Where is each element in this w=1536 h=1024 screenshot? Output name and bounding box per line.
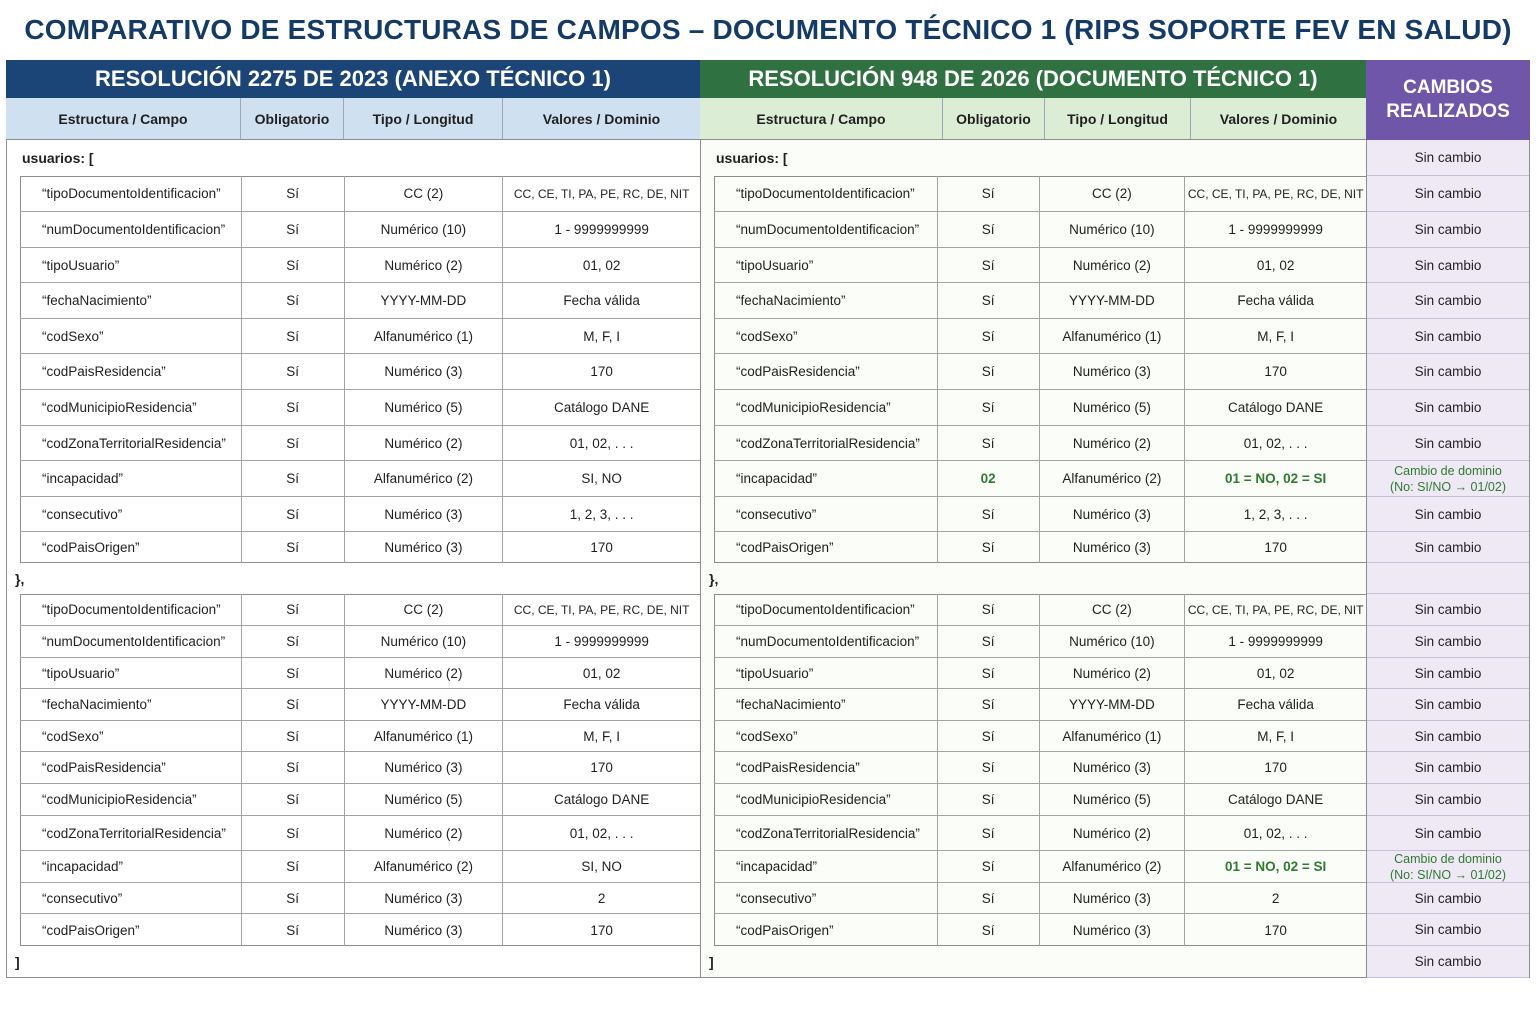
required-cell: Sí bbox=[938, 658, 1040, 688]
type-length-cell: Numérico (2) bbox=[345, 426, 504, 460]
type-length-cell: YYYY-MM-DD bbox=[1040, 283, 1186, 318]
type-length-cell: CC (2) bbox=[345, 176, 504, 211]
table-row bbox=[714, 784, 1366, 816]
table-row bbox=[714, 594, 1366, 626]
table-row bbox=[20, 461, 700, 497]
type-length-cell: Numérico (5) bbox=[345, 784, 504, 815]
table-row bbox=[714, 461, 1366, 497]
required-cell: Sí bbox=[242, 752, 345, 783]
required-cell: Sí bbox=[938, 594, 1040, 625]
required-cell: Sí bbox=[242, 497, 345, 531]
domain-cell: 170 bbox=[1264, 760, 1287, 775]
change-note-highlight: Cambio de dominio (No: SI/NO → 01/02) bbox=[1367, 851, 1529, 883]
field-name-cell: “incapacidad” bbox=[714, 461, 938, 496]
change-note bbox=[1367, 563, 1529, 594]
table-row bbox=[20, 426, 700, 461]
domain-cell: 170 bbox=[590, 760, 613, 775]
table-row bbox=[20, 319, 700, 354]
table-row bbox=[20, 752, 700, 784]
table-row bbox=[20, 497, 700, 532]
array-close-label: ] bbox=[15, 954, 20, 970]
table-row bbox=[20, 594, 700, 626]
table-row bbox=[20, 914, 700, 946]
type-length-cell: YYYY-MM-DD bbox=[1040, 689, 1186, 720]
field-name-cell: “numDocumentoIdentificacion” bbox=[20, 212, 242, 247]
table-row bbox=[714, 176, 1366, 212]
type-length-cell: Numérico (3) bbox=[1040, 752, 1186, 783]
col-header-values: Valores / Dominio bbox=[542, 110, 661, 127]
required-cell: Sí bbox=[938, 426, 1040, 460]
required-cell: Sí bbox=[242, 816, 345, 850]
domain-cell: 01, 02, . . . bbox=[569, 435, 634, 451]
type-length-cell: Alfanumérico (1) bbox=[1040, 721, 1186, 751]
field-name-cell: “codPaisOrigen” bbox=[714, 532, 938, 563]
change-note: Sin cambio bbox=[1367, 497, 1529, 532]
table-row bbox=[20, 390, 700, 426]
type-length-cell: Numérico (2) bbox=[1040, 426, 1186, 460]
table-row bbox=[714, 883, 1366, 914]
object-separator-label: }, bbox=[15, 570, 25, 587]
required-cell: Sí bbox=[242, 319, 345, 353]
field-name-cell: “tipoUsuario” bbox=[20, 248, 242, 282]
type-length-cell: Alfanumérico (1) bbox=[345, 319, 504, 353]
field-name-cell: “codSexo” bbox=[20, 319, 242, 353]
domain-cell: M, F, I bbox=[1257, 328, 1295, 344]
type-length-cell: Numérico (5) bbox=[345, 390, 504, 425]
type-length-cell: YYYY-MM-DD bbox=[345, 689, 504, 720]
domain-cell: 01, 02, . . . bbox=[569, 825, 634, 841]
type-length-cell: CC (2) bbox=[1040, 176, 1186, 211]
field-name-cell: “numDocumentoIdentificacion” bbox=[714, 212, 938, 247]
field-name-cell: “codMunicipioResidencia” bbox=[20, 784, 242, 815]
required-cell: Sí bbox=[242, 176, 345, 211]
type-length-cell: Numérico (10) bbox=[345, 626, 504, 657]
required-cell: Sí bbox=[938, 319, 1040, 353]
domain-cell: Catálogo DANE bbox=[1228, 400, 1324, 415]
field-name-cell: “codPaisOrigen” bbox=[714, 914, 938, 946]
col-header-field: Estructura / Campo bbox=[6, 98, 241, 139]
table-row bbox=[714, 914, 1366, 946]
type-length-cell: Numérico (2) bbox=[1040, 248, 1186, 282]
col-header-type: Tipo / Longitud bbox=[344, 98, 503, 139]
table-row bbox=[714, 354, 1366, 390]
table-row bbox=[20, 883, 700, 914]
type-length-cell: CC (2) bbox=[345, 594, 504, 625]
type-length-cell: Numérico (3) bbox=[1040, 883, 1186, 913]
field-name-cell: “codPaisResidencia” bbox=[714, 752, 938, 783]
type-length-cell: Numérico (3) bbox=[1040, 914, 1186, 946]
type-length-cell: Alfanumérico (2) bbox=[345, 851, 504, 882]
field-name-cell: “codPaisResidencia” bbox=[20, 752, 242, 783]
required-cell: Sí bbox=[938, 532, 1040, 563]
col-header-required: Obligatorio bbox=[943, 98, 1045, 139]
domain-cell: 1 - 9999999999 bbox=[554, 222, 649, 237]
col-header-values: Valores / Dominio bbox=[1219, 110, 1338, 127]
col-header-field: Estructura / Campo bbox=[700, 98, 943, 139]
change-note: Sin cambio bbox=[1367, 752, 1529, 784]
type-length-cell: Numérico (2) bbox=[345, 248, 504, 282]
required-cell: Sí bbox=[242, 914, 345, 946]
required-cell: Sí bbox=[242, 626, 345, 657]
type-length-cell: Numérico (10) bbox=[345, 212, 504, 247]
domain-cell: CC, CE, TI, PA, PE, RC, DE, NIT bbox=[513, 602, 690, 617]
required-cell: Sí bbox=[242, 594, 345, 625]
field-name-cell: “incapacidad” bbox=[20, 461, 242, 496]
domain-cell: 1, 2, 3, . . . bbox=[1243, 506, 1308, 522]
change-note: Sin cambio bbox=[1367, 658, 1529, 689]
type-length-cell: Numérico (5) bbox=[1040, 390, 1186, 425]
type-length-cell: Numérico (3) bbox=[345, 497, 504, 531]
table-row bbox=[20, 248, 700, 283]
table-row bbox=[714, 248, 1366, 283]
type-length-cell: Alfanumérico (2) bbox=[1040, 461, 1186, 496]
change-note: Sin cambio bbox=[1367, 176, 1529, 212]
table-row bbox=[20, 212, 700, 248]
field-name-cell: “tipoUsuario” bbox=[714, 248, 938, 282]
array-close-label: ] bbox=[709, 954, 714, 970]
required-cell: Sí bbox=[938, 914, 1040, 946]
type-length-cell: Alfanumérico (2) bbox=[1040, 851, 1186, 882]
required-cell: Sí bbox=[242, 851, 345, 882]
field-name-cell: “fechaNacimiento” bbox=[20, 283, 242, 318]
type-length-cell: Numérico (3) bbox=[1040, 497, 1186, 531]
required-cell: Sí bbox=[938, 176, 1040, 211]
change-note: Sin cambio bbox=[1367, 319, 1529, 354]
field-name-cell: “codPaisResidencia” bbox=[20, 354, 242, 389]
table-row bbox=[20, 851, 700, 883]
field-name-cell: “codZonaTerritorialResidencia” bbox=[20, 426, 242, 460]
domain-cell: M, F, I bbox=[583, 728, 621, 744]
field-name-cell: “numDocumentoIdentificacion” bbox=[714, 626, 938, 657]
required-cell: Sí bbox=[242, 883, 345, 913]
object-separator-label: }, bbox=[709, 570, 719, 587]
change-note: Sin cambio bbox=[1367, 248, 1529, 283]
domain-cell: Fecha válida bbox=[563, 697, 640, 712]
domain-cell: 01, 02 bbox=[582, 665, 621, 681]
change-note: Sin cambio bbox=[1367, 354, 1529, 390]
field-name-cell: “codSexo” bbox=[714, 721, 938, 751]
changes-header: CAMBIOS REALIZADOS bbox=[1366, 60, 1530, 140]
required-cell: Sí bbox=[938, 721, 1040, 751]
required-cell: Sí bbox=[938, 816, 1040, 850]
required-cell: Sí bbox=[938, 752, 1040, 783]
domain-cell: 01, 02, . . . bbox=[1243, 825, 1308, 841]
field-name-cell: “codMunicipioResidencia” bbox=[714, 390, 938, 425]
type-length-cell: Numérico (3) bbox=[345, 354, 504, 389]
type-length-cell: Numérico (10) bbox=[1040, 626, 1186, 657]
domain-cell: 170 bbox=[1264, 922, 1287, 938]
domain-cell: 01, 02, . . . bbox=[1243, 435, 1308, 451]
field-name-cell: “codZonaTerritorialResidencia” bbox=[714, 816, 938, 850]
domain-cell: CC, CE, TI, PA, PE, RC, DE, NIT bbox=[1187, 186, 1364, 201]
change-note: Sin cambio bbox=[1367, 212, 1529, 248]
field-name-cell: “tipoDocumentoIdentificacion” bbox=[20, 594, 242, 625]
domain-cell: SI, NO bbox=[581, 471, 622, 486]
domain-cell: Catálogo DANE bbox=[554, 400, 650, 415]
required-cell: Sí bbox=[938, 626, 1040, 657]
type-length-cell: Numérico (2) bbox=[345, 816, 504, 850]
comparison-table bbox=[6, 60, 1530, 980]
field-name-cell: “fechaNacimiento” bbox=[714, 689, 938, 720]
field-name-cell: “tipoUsuario” bbox=[714, 658, 938, 688]
required-cell: Sí bbox=[242, 721, 345, 751]
required-cell: Sí bbox=[242, 390, 345, 425]
domain-cell: 1 - 9999999999 bbox=[554, 634, 649, 649]
domain-cell: Catálogo DANE bbox=[1228, 792, 1324, 807]
change-note: Sin cambio bbox=[1367, 426, 1529, 461]
field-name-cell: “consecutivo” bbox=[20, 883, 242, 913]
field-name-cell: “numDocumentoIdentificacion” bbox=[20, 626, 242, 657]
required-cell: Sí bbox=[242, 658, 345, 688]
type-length-cell: Numérico (2) bbox=[345, 658, 504, 688]
domain-cell: SI, NO bbox=[581, 859, 622, 874]
field-name-cell: “codZonaTerritorialResidencia” bbox=[20, 816, 242, 850]
required-cell: Sí bbox=[938, 883, 1040, 913]
domain-cell: 170 bbox=[590, 922, 613, 938]
table-row bbox=[20, 658, 700, 689]
field-name-cell: “codPaisOrigen” bbox=[20, 914, 242, 946]
type-length-cell: Numérico (3) bbox=[345, 752, 504, 783]
right-column-headers bbox=[700, 98, 1366, 140]
domain-cell: Catálogo DANE bbox=[554, 792, 650, 807]
type-length-cell: Numérico (3) bbox=[1040, 532, 1186, 563]
domain-cell: CC, CE, TI, PA, PE, RC, DE, NIT bbox=[1187, 602, 1364, 617]
table-row bbox=[714, 283, 1366, 319]
required-cell: Sí bbox=[938, 390, 1040, 425]
table-row bbox=[20, 816, 700, 851]
change-note: Sin cambio bbox=[1367, 689, 1529, 721]
domain-cell: 1 - 9999999999 bbox=[1228, 222, 1323, 237]
change-note: Sin cambio bbox=[1367, 883, 1529, 914]
domain-cell: 170 bbox=[1264, 540, 1287, 555]
type-length-cell: Alfanumérico (1) bbox=[345, 721, 504, 751]
required-cell: Sí bbox=[938, 689, 1040, 720]
required-cell: Sí bbox=[242, 248, 345, 282]
type-length-cell: CC (2) bbox=[1040, 594, 1186, 625]
type-length-cell: Numérico (3) bbox=[1040, 354, 1186, 389]
required-cell: Sí bbox=[938, 248, 1040, 282]
required-cell: Sí bbox=[242, 784, 345, 815]
table-row bbox=[714, 752, 1366, 784]
change-note-highlight: Cambio de dominio (No: SI/NO → 01/02) bbox=[1367, 461, 1529, 497]
required-cell: Sí bbox=[938, 283, 1040, 318]
field-name-cell: “codZonaTerritorialResidencia” bbox=[714, 426, 938, 460]
field-name-cell: “codSexo” bbox=[714, 319, 938, 353]
table-row bbox=[20, 784, 700, 816]
required-cell: Sí bbox=[242, 532, 345, 563]
table-row bbox=[20, 689, 700, 721]
required-cell: Sí bbox=[938, 212, 1040, 247]
field-name-cell: “tipoDocumentoIdentificacion” bbox=[20, 176, 242, 211]
page-title: COMPARATIVO DE ESTRUCTURAS DE CAMPOS – DOCUMENTO TÉCNICO 1 (RIPS SOPORTE FEV EN SALUD) bbox=[24, 14, 1512, 45]
left-table-body bbox=[6, 140, 700, 978]
required-cell: Sí bbox=[938, 354, 1040, 389]
table-row bbox=[20, 283, 700, 319]
col-header-required: Obligatorio bbox=[241, 98, 344, 139]
domain-cell: 01 = NO, 02 = SI bbox=[1225, 471, 1327, 486]
table-row bbox=[714, 851, 1366, 883]
type-length-cell: Numérico (10) bbox=[1040, 212, 1186, 247]
left-resolution-header: RESOLUCIÓN 2275 DE 2023 (ANEXO TÉCNICO 1) bbox=[6, 60, 700, 98]
change-note: Sin cambio bbox=[1367, 946, 1529, 978]
domain-cell: M, F, I bbox=[1257, 728, 1295, 744]
right-table-body bbox=[700, 140, 1366, 978]
field-name-cell: “tipoUsuario” bbox=[20, 658, 242, 688]
domain-cell: CC, CE, TI, PA, PE, RC, DE, NIT bbox=[513, 186, 690, 201]
table-row bbox=[714, 426, 1366, 461]
domain-cell: 01, 02 bbox=[582, 257, 621, 273]
table-row bbox=[714, 816, 1366, 851]
domain-cell: 2 bbox=[597, 890, 606, 906]
domain-cell: M, F, I bbox=[583, 328, 621, 344]
table-row bbox=[714, 689, 1366, 721]
required-cell: Sí bbox=[242, 426, 345, 460]
change-note: Sin cambio bbox=[1367, 626, 1529, 658]
table-row bbox=[714, 212, 1366, 248]
required-cell: Sí bbox=[242, 212, 345, 247]
field-name-cell: “codSexo” bbox=[20, 721, 242, 751]
domain-cell: Fecha válida bbox=[563, 293, 640, 308]
required-cell: Sí bbox=[938, 784, 1040, 815]
change-note: Sin cambio bbox=[1367, 283, 1529, 319]
table-row bbox=[714, 626, 1366, 658]
right-resolution-header: RESOLUCIÓN 948 DE 2026 (DOCUMENTO TÉCNICO 1) bbox=[700, 60, 1366, 98]
domain-cell: 1, 2, 3, . . . bbox=[569, 506, 634, 522]
type-length-cell: Numérico (5) bbox=[1040, 784, 1186, 815]
field-name-cell: “tipoDocumentoIdentificacion” bbox=[714, 594, 938, 625]
domain-cell: 170 bbox=[590, 364, 613, 379]
type-length-cell: Alfanumérico (1) bbox=[1040, 319, 1186, 353]
required-cell: Sí bbox=[242, 461, 345, 496]
left-column-headers bbox=[6, 98, 700, 140]
domain-cell: 01, 02 bbox=[1256, 257, 1295, 273]
type-length-cell: Numérico (3) bbox=[345, 914, 504, 946]
domain-cell: 01 = NO, 02 = SI bbox=[1225, 859, 1327, 874]
change-note: Sin cambio bbox=[1367, 140, 1529, 176]
field-name-cell: “consecutivo” bbox=[714, 883, 938, 913]
field-name-cell: “incapacidad” bbox=[714, 851, 938, 882]
table-row bbox=[714, 658, 1366, 689]
domain-cell: 170 bbox=[1264, 364, 1287, 379]
required-cell: Sí bbox=[242, 354, 345, 389]
type-length-cell: Numérico (2) bbox=[1040, 816, 1186, 850]
domain-cell: 2 bbox=[1271, 890, 1280, 906]
changes-column bbox=[1366, 140, 1530, 978]
change-note: Sin cambio bbox=[1367, 914, 1529, 946]
table-row bbox=[20, 721, 700, 752]
required-cell: Sí bbox=[242, 283, 345, 318]
field-name-cell: “fechaNacimiento” bbox=[714, 283, 938, 318]
field-name-cell: “codMunicipioResidencia” bbox=[714, 784, 938, 815]
type-length-cell: Numérico (3) bbox=[345, 532, 504, 563]
type-length-cell: YYYY-MM-DD bbox=[345, 283, 504, 318]
table-row bbox=[714, 390, 1366, 426]
array-open-label: usuarios: [ bbox=[716, 150, 788, 166]
field-name-cell: “fechaNacimiento” bbox=[20, 689, 242, 720]
table-row bbox=[714, 319, 1366, 354]
domain-cell: Fecha válida bbox=[1237, 293, 1314, 308]
field-name-cell: “codPaisOrigen” bbox=[20, 532, 242, 563]
domain-cell: 01, 02 bbox=[1256, 665, 1295, 681]
change-note: Sin cambio bbox=[1367, 390, 1529, 426]
col-header-type: Tipo / Longitud bbox=[1045, 98, 1191, 139]
change-note: Sin cambio bbox=[1367, 816, 1529, 851]
required-cell: Sí bbox=[938, 851, 1040, 882]
change-note: Sin cambio bbox=[1367, 532, 1529, 563]
domain-cell: 170 bbox=[590, 540, 613, 555]
field-name-cell: “tipoDocumentoIdentificacion” bbox=[714, 176, 938, 211]
table-row bbox=[714, 532, 1366, 563]
required-cell: Sí bbox=[242, 689, 345, 720]
field-name-cell: “consecutivo” bbox=[714, 497, 938, 531]
type-length-cell: Numérico (2) bbox=[1040, 658, 1186, 688]
table-row bbox=[20, 354, 700, 390]
table-row bbox=[20, 532, 700, 563]
field-name-cell: “codPaisResidencia” bbox=[714, 354, 938, 389]
required-cell: Sí bbox=[938, 497, 1040, 531]
array-open-label: usuarios: [ bbox=[22, 150, 94, 166]
required-cell: 02 bbox=[938, 461, 1040, 496]
field-name-cell: “consecutivo” bbox=[20, 497, 242, 531]
table-row bbox=[714, 497, 1366, 532]
domain-cell: Fecha válida bbox=[1237, 697, 1314, 712]
type-length-cell: Alfanumérico (2) bbox=[345, 461, 504, 496]
field-name-cell: “incapacidad” bbox=[20, 851, 242, 882]
domain-cell: 1 - 9999999999 bbox=[1228, 634, 1323, 649]
field-name-cell: “codMunicipioResidencia” bbox=[20, 390, 242, 425]
change-note: Sin cambio bbox=[1367, 721, 1529, 752]
change-note: Sin cambio bbox=[1367, 594, 1529, 626]
table-row bbox=[714, 721, 1366, 752]
table-row bbox=[20, 176, 700, 212]
type-length-cell: Numérico (3) bbox=[345, 883, 504, 913]
change-note: Sin cambio bbox=[1367, 784, 1529, 816]
table-row bbox=[20, 626, 700, 658]
